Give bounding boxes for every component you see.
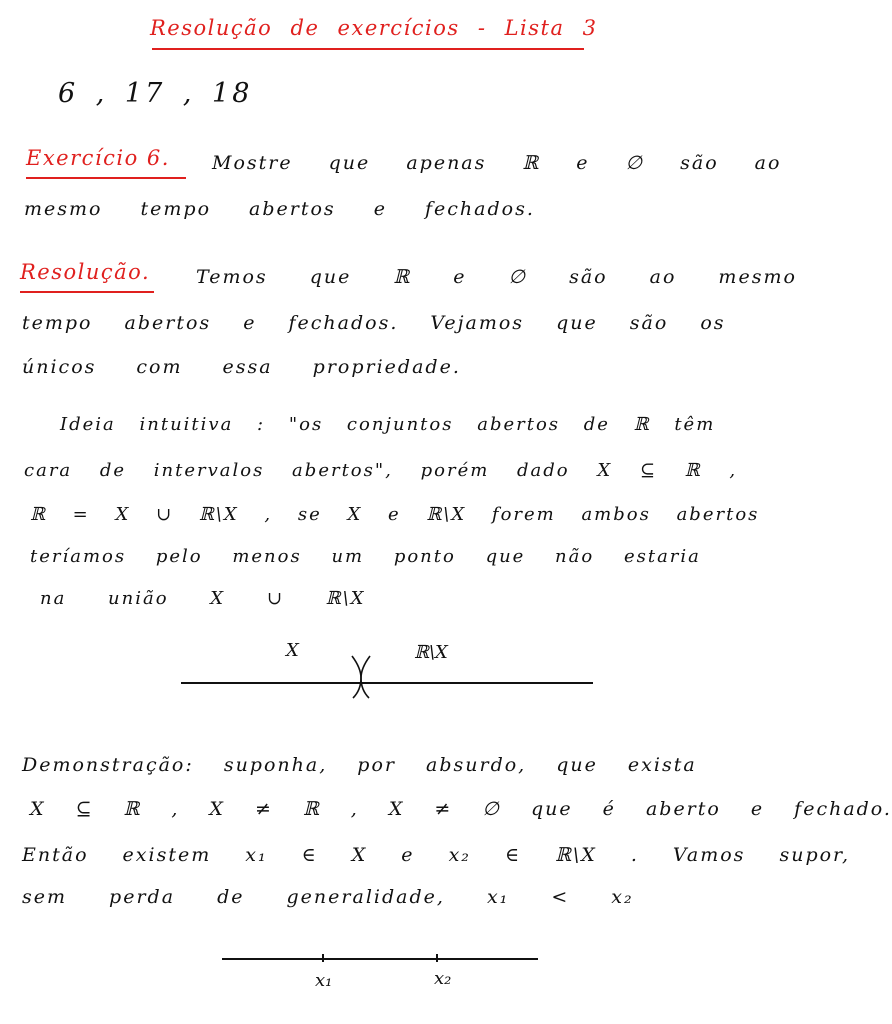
resolution-line3: únicos com essa propriedade. bbox=[22, 356, 461, 378]
idea-line2: cara de intervalos abertos", porém dado X ⊆ ℝ , bbox=[24, 460, 738, 481]
exercise6-underline bbox=[26, 177, 186, 179]
exercise6-statement-line1: Mostre que apenas ℝ e ∅ são ao bbox=[212, 152, 782, 174]
idea-line1: Ideia intuitiva : "os conjuntos abertos de ℝ têm bbox=[60, 414, 716, 435]
demonstration-line1: Demonstração: suponha, por absurdo, que exista bbox=[22, 754, 697, 776]
exercise6-label: Exercício 6. bbox=[26, 146, 170, 170]
resolution-line2: tempo abertos e fechados. Vejamos que são os bbox=[22, 312, 726, 334]
demonstration-line4: sem perda de generalidade, x₁ < x₂ bbox=[22, 886, 634, 908]
page-title: Resolução de exercícios - Lista 3 bbox=[150, 16, 598, 40]
resolution-underline bbox=[20, 291, 154, 293]
diagram1-left-label: X bbox=[286, 640, 299, 661]
diagram1-right-label: ℝ\X bbox=[414, 642, 448, 663]
title-underline bbox=[152, 48, 584, 50]
idea-line3: ℝ = X ∪ ℝ\X , se X e ℝ\X forem ambos abertos bbox=[30, 504, 760, 525]
demonstration-line3: Então existem x₁ ∈ X e x₂ ∈ ℝ\X . Vamos supor, bbox=[22, 844, 851, 866]
diagram1-boundary-mark bbox=[348, 654, 374, 700]
diagram2-number-line bbox=[222, 958, 538, 960]
demonstration-line2: X ⊆ ℝ , X ≠ ℝ , X ≠ ∅ que é aberto e fechado. bbox=[30, 798, 892, 820]
exercise6-statement-line2: mesmo tempo abertos e fechados. bbox=[24, 198, 535, 220]
diagram2-tick-x1 bbox=[322, 954, 324, 962]
resolution-label: Resolução. bbox=[20, 260, 151, 284]
resolution-line1: Temos que ℝ e ∅ são ao mesmo bbox=[196, 266, 797, 288]
idea-line5: na união X ∪ ℝ\X bbox=[40, 588, 366, 609]
diagram2-label-x2: x₂ bbox=[434, 968, 452, 989]
diagram2-label-x1: x₁ bbox=[315, 970, 333, 991]
exercise-numbers: 6 , 17 , 18 bbox=[58, 78, 253, 109]
diagram2-tick-x2 bbox=[436, 954, 438, 962]
idea-line4: teríamos pelo menos um ponto que não estaria bbox=[30, 546, 701, 567]
diagram1-number-line bbox=[181, 682, 593, 684]
